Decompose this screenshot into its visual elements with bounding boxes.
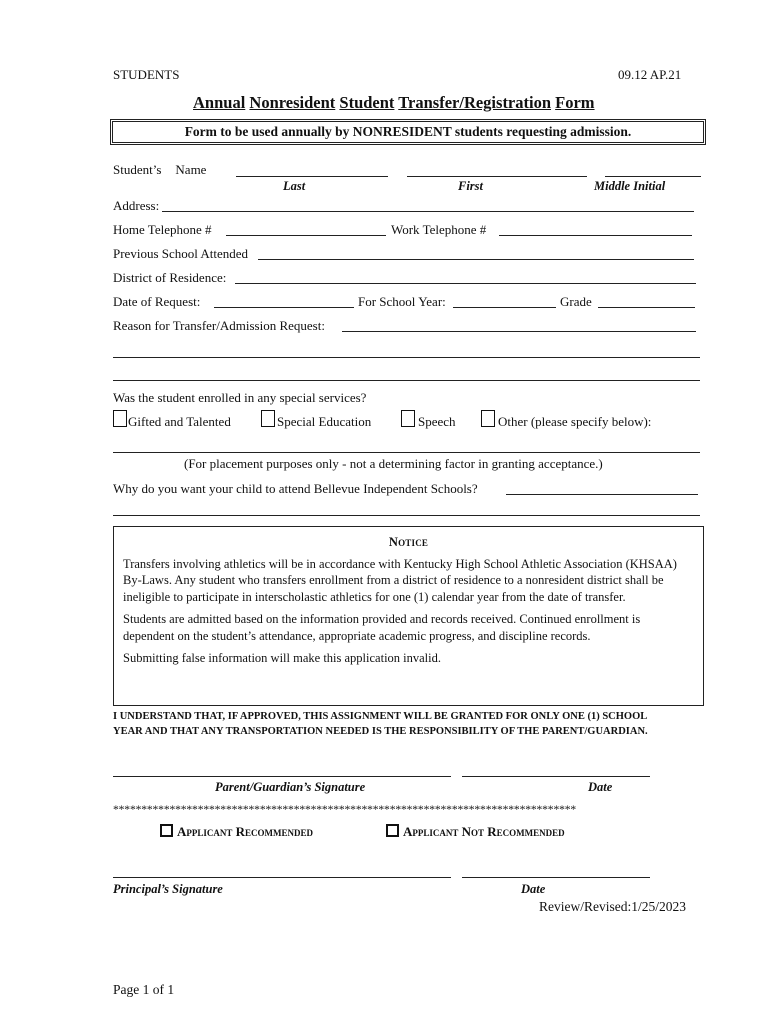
special-services-question: Was the student enrolled in any special services?: [113, 390, 367, 405]
previous-school-label: Previous School Attended: [113, 246, 249, 261]
placement-note: (For placement purposes only - not a determining factor in granting acceptance.): [184, 456, 603, 471]
work-telephone-field[interactable]: [499, 235, 692, 236]
applicant-recommended-checkbox[interactable]: [160, 824, 173, 837]
reason-field[interactable]: [342, 331, 696, 332]
previous-school-field[interactable]: [258, 259, 694, 260]
page-number: Page 1 of 1: [113, 982, 175, 997]
understanding-statement-line-2: YEAR AND THAT ANY TRANSPORTATION NEEDED IS THE RESPONSIBILITY OF THE PARENT/GUARDIAN.: [113, 726, 648, 737]
date-of-request-label: Date of Request:: [113, 294, 201, 309]
other-checkbox[interactable]: [481, 410, 495, 427]
why-attend-label: Why do you want your child to attend Bellevue Independent Schools?: [113, 481, 478, 496]
notice-box: [113, 526, 704, 706]
grade-field[interactable]: [598, 307, 695, 308]
district-field[interactable]: [235, 283, 696, 284]
principal-date-field[interactable]: [462, 877, 650, 878]
gifted-option-label: Gifted and Talented: [128, 414, 231, 429]
notice-heading: Notice: [388, 535, 429, 549]
other-specify-field[interactable]: [113, 452, 700, 453]
notice-athletics-paragraph: Transfers involving athletics will be in accordance with Kentucky High School Athletic Association (KHSAA) By-Laws. Any student who transfers enrollment from a district of residence to a nonresident district shall be ineligible to participate in interscholastic athletics for one (1) calendar year from the date of transfer.: [123, 556, 677, 604]
applicant-not-recommended-label: Applicant Not Recommended: [403, 824, 565, 839]
district-label: District of Residence:: [113, 270, 227, 285]
parent-signature-caption: Parent/Guardian’s Signature: [215, 780, 366, 794]
student-name-label: Student’s Name: [113, 162, 207, 177]
asterisk-divider: **********************************************************************************: [113, 803, 577, 816]
reason-field-line-3[interactable]: [113, 380, 700, 381]
instruction-banner: [110, 119, 706, 145]
last-name-caption: Last: [283, 179, 306, 193]
parent-date-field[interactable]: [462, 776, 650, 777]
applicant-recommended-label: Applicant Recommended: [177, 824, 314, 839]
parent-date-caption: Date: [588, 780, 613, 794]
special-education-checkbox[interactable]: [261, 410, 275, 427]
notice-false-information-paragraph: Submitting false information will make this application invalid.: [123, 651, 442, 665]
home-telephone-field[interactable]: [226, 235, 386, 236]
understanding-statement-line-1: I UNDERSTAND THAT, IF APPROVED, THIS ASSIGNMENT WILL BE GRANTED FOR ONLY ONE (1) SCHOOL: [113, 711, 648, 722]
first-name-caption: First: [458, 179, 484, 193]
header-policy-code: 09.12 AP.21: [618, 67, 682, 82]
address-field[interactable]: [162, 211, 694, 212]
middle-initial-caption: Middle Initial: [594, 179, 666, 193]
date-of-request-field[interactable]: [214, 307, 354, 308]
principal-signature-caption: Principal’s Signature: [113, 882, 223, 896]
last-name-field[interactable]: [236, 176, 388, 177]
special-education-option-label: Special Education: [277, 414, 372, 429]
revision-date: Review/Revised:1/25/2023: [539, 899, 686, 914]
page-title: Annual Nonresident Student Transfer/Registration Form: [193, 93, 595, 112]
principal-date-caption: Date: [521, 882, 546, 896]
header-section-label: STUDENTS: [113, 67, 180, 82]
reason-field-line-2[interactable]: [113, 357, 700, 358]
speech-checkbox[interactable]: [401, 410, 415, 427]
applicant-not-recommended-checkbox[interactable]: [386, 824, 399, 837]
school-year-label: For School Year:: [358, 294, 446, 309]
reason-label: Reason for Transfer/Admission Request:: [113, 318, 325, 333]
work-telephone-label: Work Telephone #: [391, 222, 487, 237]
other-option-label: Other (please specify below):: [498, 414, 652, 429]
middle-initial-field[interactable]: [605, 176, 701, 177]
parent-signature-field[interactable]: [113, 776, 451, 777]
notice-enrollment-paragraph: Students are admitted based on the information provided and records received. Continued enrollment is dependent on the student’s attendance, appropriate academic progress, and discipline records.: [123, 612, 641, 643]
instruction-banner-text: Form to be used annually by NONRESIDENT students requesting admission.: [184, 124, 632, 139]
gifted-checkbox[interactable]: [113, 410, 127, 427]
grade-label: Grade: [560, 294, 592, 309]
address-label: Address:: [113, 198, 160, 213]
first-name-field[interactable]: [407, 176, 587, 177]
why-attend-field[interactable]: [506, 494, 698, 495]
why-attend-field-line-2[interactable]: [113, 515, 700, 516]
speech-option-label: Speech: [418, 414, 456, 429]
school-year-field[interactable]: [453, 307, 556, 308]
home-telephone-label: Home Telephone #: [113, 222, 212, 237]
principal-signature-field[interactable]: [113, 877, 451, 878]
